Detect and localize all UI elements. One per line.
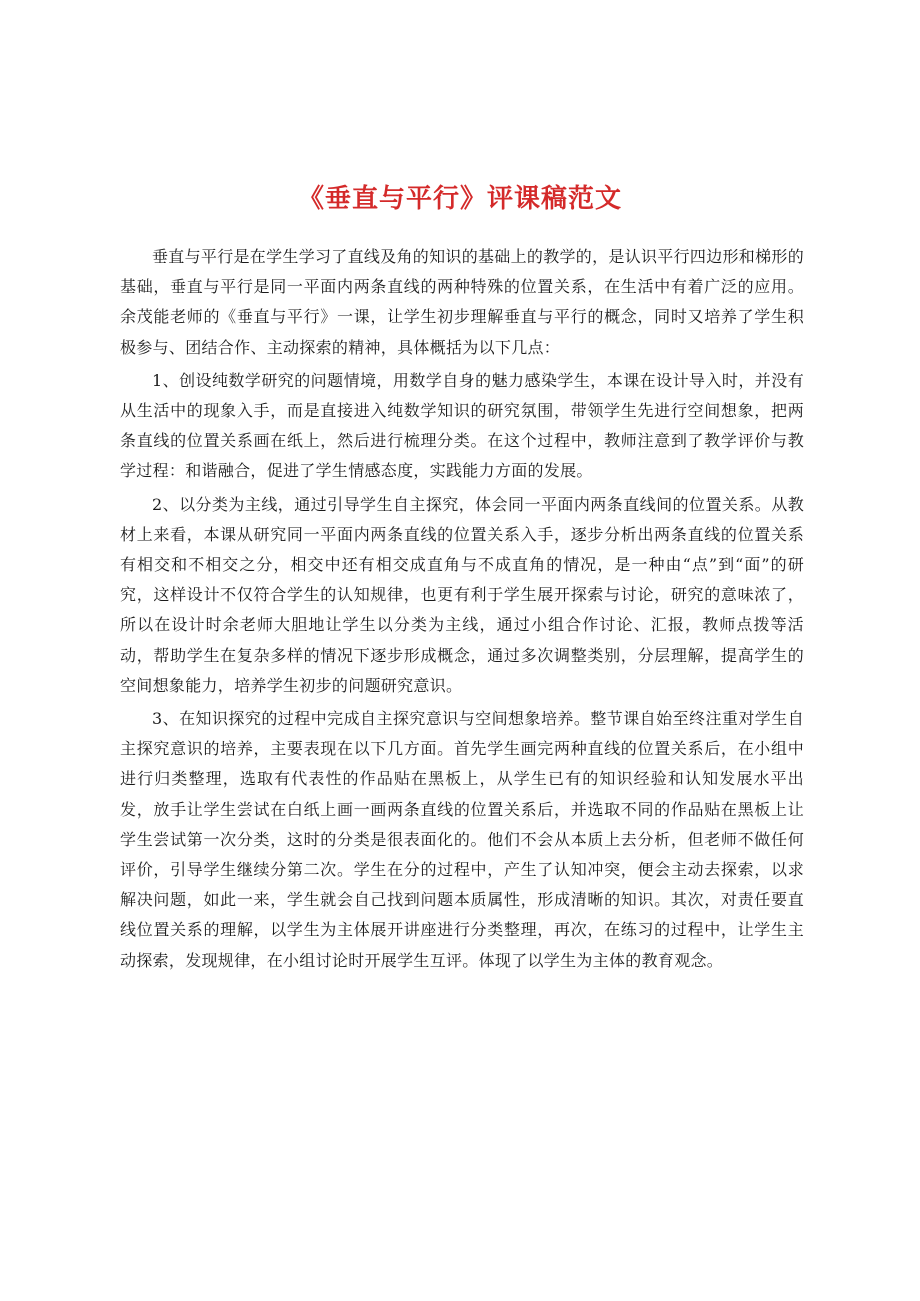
paragraph-point-2: 2、以分类为主线，通过引导学生自主探究，体会同一平面内两条直线间的位置关系。从教材上来看，本课从研究同一平面内两条直线的位置关系入手，逐步分析出两条直线的位置关系有相交和不相交之分，相交中还有相交成直角与不成直角的情况，是一种由“点”到“面”的研究，这样设计不仅符合学生的认知规律，也更有利于学生展开探索与讨论，研究的意味浓了，所以在设计时余老师大胆地让学生以分类为主线，通过小组合作讨论、汇报，教师点拨等活动，帮助学生在复杂多样的情况下逐步形成概念，通过多次调整类别，分层理解，提高学生的空间想象能力，培养学生初步的问题研究意识。 — [120, 494, 804, 695]
document-body — [120, 242, 804, 979]
paragraph-point-1: 1、创设纯数学研究的问题情境，用数学自身的魅力感染学生，本课在设计导入时，并没有从生活中的现象入手，而是直接进入纯数学知识的研究氛围，带领学生先进行空间想象，把两条直线的位置关系画在纸上，然后进行梳理分类。在这个过程中，教师注意到了教学评价与教学过程：和谐融合，促进了学生情感态度，实践能力方面的发展。 — [120, 370, 804, 481]
document-title: 《垂直与平行》评课稿范文 — [297, 184, 622, 215]
paragraph-point-3: 3、在知识探究的过程中完成自主探究意识与空间想象培养。整节课自始至终注重对学生自主探究意识的培养，主要表现在以下几方面。首先学生画完两种直线的位置关系后，在小组中进行归类整理，选取有代表性的作品贴在黑板上，从学生已有的知识经验和认知发展水平出发，放手让学生尝试在白纸上画一画两条直线的位置关系后，并选取不同的作品贴在黑板上让学生尝试第一次分类，这时的分类是很表面化的。他们不会从本质上去分析，但老师不做任何评价，引导学生继续分第二次。学生在分的过程中，产生了认知冲突，便会主动去探索，以求解决问题，如此一来，学生就会自己找到问题本质属性，形成清晰的知识。其次，对责任要直线位置关系的理解，以学生为主体展开讲座进行分类整理，再次，在练习的过程中，让学生主动探索，发现规律，在小组讨论时开展学生互评。体现了以学生为主体的教育观念。 — [120, 709, 804, 970]
paragraph-intro: 垂直与平行是在学生学习了直线及角的知识的基础上的教学的，是认识平行四边形和梯形的基础，垂直与平行是同一平面内两条直线的两种特殊的位置关系，在生活中有着广泛的应用。余茂能老师的《垂直与平行》一课，让学生初步理解垂直与平行的概念，同时又培养了学生积极参与、团结合作、主动探索的精神，具体概括为以下几点： — [120, 247, 805, 357]
